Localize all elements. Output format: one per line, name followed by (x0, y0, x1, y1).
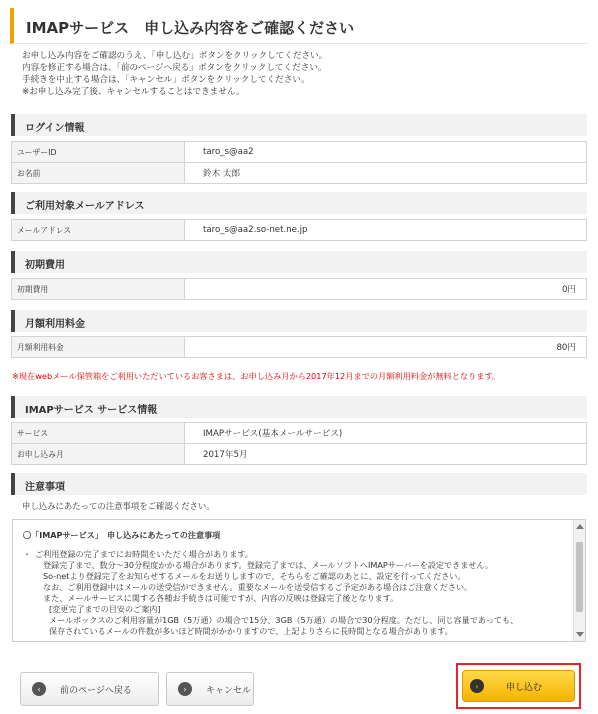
monthly-fee-value: 80円 (185, 337, 587, 358)
row-label: サービス (12, 423, 185, 444)
intro-line: 内容を修正する場合は、「前のページへ戻る」ボタンをクリックしてください。 (22, 63, 327, 73)
login-table (11, 141, 587, 184)
row-label: お申し込み月 (12, 444, 185, 465)
cancel-button[interactable] (166, 672, 254, 706)
section-heading-mail: ご利用対象メールアドレス (11, 192, 587, 214)
terms-line: ・ ご利用登録の完了までにお時間をいただく場合があります。 (23, 549, 571, 560)
submit-button[interactable] (462, 670, 575, 702)
chevron-right-icon: › (178, 682, 192, 696)
table-row (12, 444, 587, 465)
intro-line: 手続きを中止する場合は、「キャンセル」ボタンをクリックしてください。 (22, 75, 310, 85)
back-button[interactable] (20, 672, 159, 706)
cancel-button-label: キャンセル (206, 685, 252, 696)
table-row (12, 142, 587, 163)
section-heading-initial-fee: 初期費用 (11, 251, 587, 273)
service-table (11, 422, 587, 465)
terms-line: 保存されているメールの件数が多いほど時間がかかりますので、上記よりさらに長時間となる場合があります。 (49, 626, 453, 636)
terms-title: 〇「IMAPサービス」 申し込みにあたっての注意事項 (23, 530, 221, 540)
table-row (12, 163, 587, 184)
vertical-scrollbar[interactable] (573, 520, 585, 641)
terms-line: なお、ご利用登録中はメールの送受信ができません。重要なメールを送受信するご予定がある場合はご注意ください。 (43, 582, 473, 592)
scroll-up-icon[interactable] (576, 524, 584, 529)
terms-line: [変更完了までの目安のご案内] (49, 604, 161, 614)
monthly-fee-table (11, 336, 587, 358)
caution-intro: 申し込みにあたっての注意事項をご確認ください。 (22, 501, 215, 511)
terms-line: メールボックスのご利用容量が1GB（5万通）の場合で15分、3GB（5万通）の場合で30分程度。ただし、同じ容量であっても、 (49, 615, 519, 625)
terms-line: また、メールサービスに関する各種お手続きは可能ですが、内容の反映は登録完了後となります。 (43, 593, 399, 603)
section-heading-monthly-fee: 月額利用料金 (11, 310, 587, 332)
name-value: 鈴木 太郎 (185, 163, 587, 184)
terms-line: 登録完了まで、数分〜30分程度かかる場合があります。登録完了までは、メールソフトへIMAPサーバーを設定できません。 (43, 560, 494, 570)
initial-fee-value: 0円 (185, 279, 587, 300)
submit-button-label: 申し込む (506, 682, 543, 693)
back-button-label: 前のページへ戻る (60, 685, 132, 696)
table-row (12, 279, 587, 300)
submit-highlight-frame (456, 663, 581, 709)
user-id-value: taro_s@aa2 (185, 142, 587, 163)
table-row (12, 220, 587, 241)
intro-line: お申し込み内容をご確認のうえ、「申し込む」ボタンをクリックしてください。 (22, 51, 328, 61)
intro-line: ※お申し込み完了後、キャンセルすることはできません。 (22, 87, 245, 97)
table-row (12, 423, 587, 444)
free-period-notice: ※現在webメール保管箱をご利用いただいているお客さまは、お申し込み月から2017年12月までの月額利用料金が無料となります。 (12, 371, 501, 381)
section-heading-caution: 注意事項 (11, 473, 587, 495)
mail-address-value: taro_s@aa2.so-net.ne.jp (185, 220, 587, 241)
row-label: ユーザーID (12, 142, 185, 163)
intro-text (22, 50, 582, 98)
application-month-value: 2017年5月 (185, 444, 587, 465)
row-label: メールアドレス (12, 220, 185, 241)
section-heading-service: IMAPサービス サービス情報 (11, 396, 587, 418)
terms-content (23, 530, 571, 637)
row-label: 初期費用 (12, 279, 185, 300)
service-value: IMAPサービス(基本メールサービス) (185, 423, 587, 444)
section-heading-login: ログイン情報 (11, 114, 587, 136)
chevron-left-icon: ‹ (32, 682, 46, 696)
mail-table (11, 219, 587, 241)
page-title: IMAPサービス 申し込み内容をご確認ください (10, 8, 588, 44)
terms-line: So-netより登録完了をお知らせするメールをお送りしますので、そちらをご確認のあとに、設定を行ってください。 (43, 571, 466, 581)
initial-fee-table (11, 278, 587, 300)
terms-scroll-box[interactable] (12, 519, 586, 642)
scrollbar-thumb[interactable] (576, 542, 583, 612)
scroll-down-icon[interactable] (576, 632, 584, 637)
row-label: 月額利用料金 (12, 337, 185, 358)
table-row (12, 337, 587, 358)
chevron-right-icon: › (470, 679, 484, 693)
row-label: お名前 (12, 163, 185, 184)
